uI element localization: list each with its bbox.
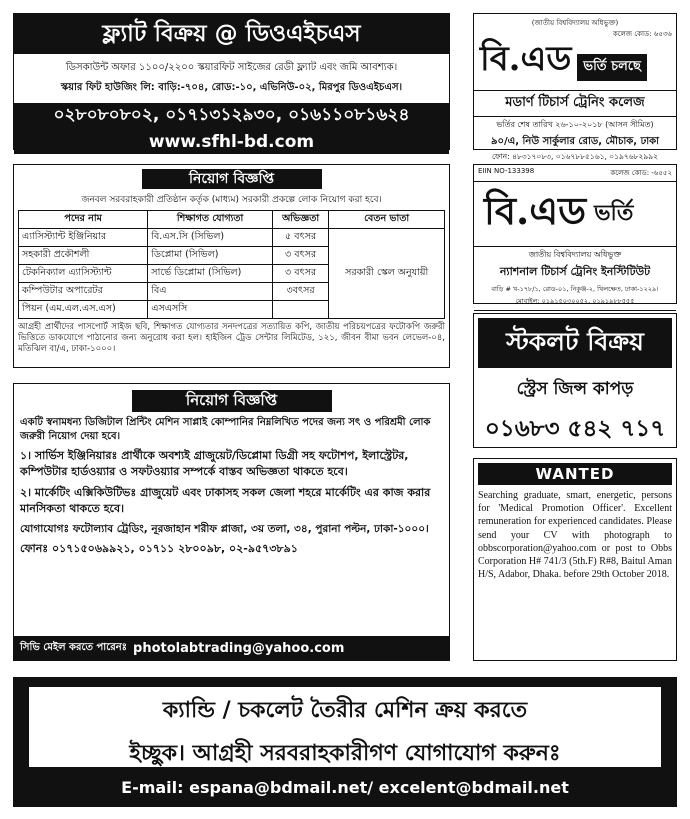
bed1-subtitle: ভর্তি চলছে (577, 54, 647, 81)
recruitment1-title: নিয়োগ বিজ্ঞপ্তি (142, 169, 322, 189)
cell-experience: ৩ বৎসর (272, 265, 328, 283)
cell-experience: ৩বৎসর (272, 283, 328, 301)
bed1-phone: ফোন: ৪৮৩১৭০৮৩, ০১৬৭৮৮৫১৬১, ০১৯৭৬৮২৯৯২ (491, 152, 659, 161)
candy-email[interactable]: E-mail: espana@bdmail.net/ excelent@bdmail.net (121, 778, 569, 797)
cell-education: বিএ (148, 283, 273, 301)
bed2-title: বি.এড (484, 188, 587, 233)
header-post: পদের নাম (19, 211, 148, 229)
recruitment-ad-2 (13, 383, 450, 661)
bed-admission-ad-2 (473, 164, 677, 304)
recruitment2-intro: একটি স্বনামধন্য ডিজিটাল প্রিন্টিং মেশিন সাপ্লাই কোম্পানির নিম্নলিখিত পদের জন্য সৎ ও পরিশ্রমী লোক জরুরী নিয়োগ দেয়া হবে। (20, 417, 431, 442)
cell-education: সার্ভে ডিপ্লোমা (সিভিল) (148, 265, 273, 283)
flat-sale-title: ফ্ল্যাট বিক্রয় @ ডিওএইচএস (14, 14, 449, 54)
recruitment1-intro: জনবল সরবরাহকারী প্রতিষ্ঠান কর্তৃক (মাধ্যম) সরকারী প্রকল্পে লোক নিয়োগ করা হবে। (81, 195, 382, 205)
wanted-body: Searching graduate, smart, energetic, persons for 'Medical Promotion Officer'. Excellent remuneration for experienced candidates. Please send your CV with photograph to obbscorporation@yahoo.com or post to Obbs Corporation H# 741/3 (5th.F) R#8, Baitul Aman H/S, Adabor, Dhaka. before 29th October 2018. (478, 490, 672, 581)
recruitment2-contact: যোগাযোগঃ ফটোল্যাব ট্রেডিং, নূরজাহান শরীফ প্লাজা, ৩য় তলা, ৩৪, পুরানা পল্টন, ঢাকা-১০০০। (20, 522, 429, 535)
bed2-mobile: মোবাইল: ০১৯১৫০৩০০৫২, ০১৯১৯৮৮৫৫৫ (515, 297, 635, 305)
bed1-affiliation: (জাতীয় বিশ্ববিদ্যালয় অধিভুক্ত) (531, 19, 619, 27)
cell-post: টেকনিক্যাল এ্যাসিস্ট্যান্ট (19, 265, 148, 283)
stock-lot-phone: ০১৬৮৩ ৫৪২ ৭১৭ (484, 416, 666, 442)
header-education: শিক্ষাগত যোগ্যতা (148, 211, 273, 229)
cell-post: কম্পিউটার অপারেটর (19, 283, 148, 301)
flat-sale-website[interactable]: www.sfhl-bd.com (14, 129, 449, 154)
recruitment2-phone: ফোনঃ ০১৭১৫০৬৯৯২১, ০১৭১১ ২৮০০৯৮, ০২-৯৫৭৩৮৯১ (20, 541, 298, 555)
stock-lot-ad (473, 313, 677, 448)
bed1-address: ৯০/এ, নিউ সার্কুলার রোড, মৌচাক, ঢাকা (490, 136, 660, 147)
flat-sale-offer: ডিসকাউন্ট অফার ১১০০/২২০০ স্কয়ারফিট সাইজের রেডী ফ্ল্যাট এবং জমি আবশ্যক। (65, 62, 398, 73)
bed1-college-name: মডার্ণ টিচার্স ট্রেনিং কলেজ (474, 90, 676, 117)
flat-sale-address: স্কয়ার ফিট হাউজিং লি: বাড়ি:-৭০৪, রোড:-১০, এভিনিউ-০২, মিরপুর ডিওএইচএস। (60, 82, 403, 93)
cell-education: ডিপ্লোমা (সিভিল) (148, 247, 273, 265)
cell-experience: ৫ বৎসর (272, 229, 328, 247)
recruitment2-email[interactable]: photolabtrading@yahoo.com (133, 640, 345, 656)
recruitment1-table (18, 210, 445, 319)
bed1-college-code: কলেজ কোড: ৬৫৩৬ (612, 30, 672, 38)
bed2-college-code: কলেজ কোড: -৬৫৫২ (610, 169, 672, 177)
recruitment1-footer: আগ্রহী প্রার্থীদের পাসপোর্ট সাইজ ছবি, শিক্ষাগত যোগ্যতার সনদপত্রের সত্যায়িত কপি, জাতীয় পরিচয়পত্রের ফটোকপি জরুরী ভিত্তিতে ডাকযোগে পাঠানোর জন্য অনুরোধ করা হল। হাইজিন ট্রেড সেন্টার লিমিটেড, ১২১, জীবন বীমা ভবন লেভেল-০৪, মতিঝিল বা/এ, ঢাকা-১০০০। (18, 322, 445, 355)
cell-education: বি.এস.সি (সিভিল) (148, 229, 273, 247)
recruitment2-item1: ১। সার্ভিস ইঞ্জিনিয়ারঃ প্রার্থীকে অবশ্যই গ্রাজুয়েট/ডিপ্লোমা ডিগ্রী সহ ফটোশপ, ইলাস্ট্রেটর, কম্পিউটার হার্ডওয়্যার ও সফটওয়্যার সম্পর্কে বাস্তব অভিজ্ঞতা থাকতে হবে। (20, 449, 409, 478)
flat-sale-phones: ০২৮০৮০৮০২, ০১৭১৩১২৯৩০, ০১৬১১০৮১৬২৪ (14, 103, 449, 129)
bed2-address: বাড়ি # খ-১৭৮/১, রোড-০১, নিকুঞ্জ-২, খিলক্ষেত, ঢাকা-১২২৯। (491, 285, 659, 293)
bed1-deadline: ভর্তির শেষ তারিখ ২৬-১০-২০১৮ (আসন সীমিত) (496, 120, 654, 129)
header-salary: বেতন ভাতা (329, 211, 445, 229)
table-row (19, 229, 445, 247)
wanted-ad (473, 458, 677, 661)
bed2-affiliation: জাতীয় বিশ্ববিদ্যালয় অধিভুক্ত (528, 250, 622, 259)
cell-post: এ্যাসিস্ট্যান্ট ইঞ্জিনিয়ার (19, 229, 148, 247)
cell-post: সহকারী প্রকৌশলী (19, 247, 148, 265)
bed2-institute: ন্যাশনাল টিচার্স ট্রেনিং ইনস্টিটিউট (499, 265, 651, 278)
cell-experience (272, 301, 328, 319)
header-experience: অভিজ্ঞতা (272, 211, 328, 229)
recruitment2-cv-bar (14, 636, 449, 660)
flat-sale-ad (13, 13, 450, 150)
stock-lot-subtitle: স্ট্রেস জিন্স কাপড় (516, 379, 634, 399)
wanted-title: WANTED (478, 463, 672, 485)
cell-experience: ৩ বৎসর (272, 247, 328, 265)
candy-line2: ইচ্ছুক। আগ্রহী সরবরাহকারীগণ যোগাযোগ করুনঃ (129, 741, 561, 766)
stock-lot-title: স্টকলট বিক্রয় (478, 318, 672, 368)
cell-education: এসএসসি (148, 301, 273, 319)
recruitment2-item2: ২। মার্কেটিং এক্সিকিউটিভঃ গ্রাজুয়েট এবং ঢাকাসহ সকল জেলা শহরে মার্কেটিং এর কাজ করার মানসিকতা থাকতে হবে। (20, 485, 431, 515)
candy-line1: ক্যান্ডি / চকলেট তৈরীর মেশিন ক্রয় করতে (162, 698, 528, 723)
bed-admission-ad-1 (473, 13, 677, 161)
cell-salary: সরকারী স্কেল অনুযায়ী (329, 229, 445, 319)
recruitment2-title: নিয়োগ বিজ্ঞপ্তি (132, 390, 332, 412)
bed1-title: বি.এড (480, 39, 572, 79)
cell-post: পিয়ন (এম.এল.এস.এস) (19, 301, 148, 319)
table-header-row (19, 211, 445, 229)
candy-machine-ad (13, 677, 677, 807)
recruitment2-cv-label: সিভি মেইল করতে পারেনঃ (20, 641, 128, 653)
bed2-eiin: EIIN NO-133398 (478, 167, 535, 175)
bed2-subtitle: ভর্তি (594, 200, 634, 226)
recruitment-ad-1 (13, 164, 450, 368)
